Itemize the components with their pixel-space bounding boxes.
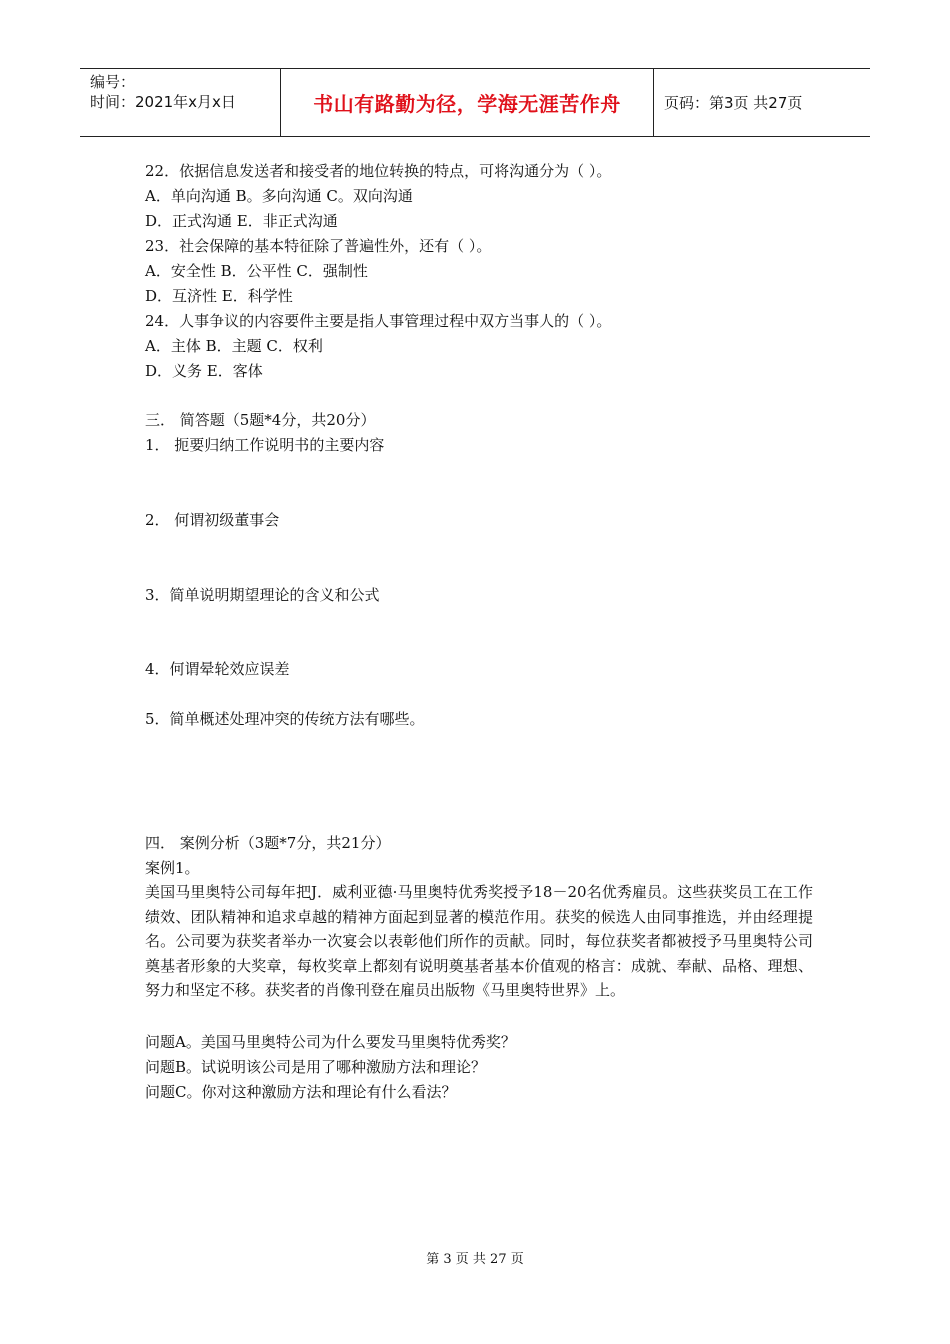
short-answer-3: 3．简单说明期望理论的含义和公式 [145,586,380,604]
case-question-c: 问题C。你对这种激励方法和理论有什么看法？ [145,1083,457,1101]
case-question-b: 问题B。试说明该公司是用了哪种激励方法和理论？ [145,1058,487,1076]
section-3-title: 三． 简答题（5题*4分，共20分） [145,411,376,429]
page-header [80,68,870,137]
question-23-options-1: A．安全性 B．公平性 C．强制性 [145,262,368,280]
short-answer-5: 5．简单概述处理冲突的传统方法有哪些。 [145,710,425,728]
short-answer-4: 4．何谓晕轮效应误差 [145,660,290,678]
header-motto-cell [281,69,654,136]
short-answer-2: 2． 何谓初级董事会 [145,511,280,529]
case-question-a: 问题A。美国马里奥特公司为什么要发马里奥特优秀奖？ [145,1033,516,1051]
question-23-options-2: D．互济性 E．科学性 [145,287,293,305]
question-24-options-2: D．义务 E．客体 [145,362,263,380]
short-answer-1: 1． 扼要归纳工作说明书的主要内容 [145,436,385,454]
header-page-info: 页码：第3页 共27页 [664,94,803,112]
question-23-stem: 23．社会保障的基本特征除了普遍性外，还有（ ）。 [145,237,492,255]
header-meta [80,69,281,136]
question-22-options-1: A．单向沟通 B。多向沟通 C。双向沟通 [145,187,413,205]
section-4-title: 四． 案例分析（3题*7分，共21分） [145,834,391,852]
question-24-options-1: A．主体 B．主题 C．权利 [145,337,323,355]
question-24-stem: 24．人事争议的内容要件主要是指人事管理过程中双方当事人的（ ）。 [145,312,612,330]
doc-number-label: 编号： [90,73,136,91]
question-22-options-2: D．正式沟通 E．非正式沟通 [145,212,338,230]
case-text: 美国马里奥特公司每年把J．威利亚德·马里奥特优秀奖授予18－20名优秀雇员。这些获奖员工在工作绩效、团队精神和追求卓越的精神方面起到显著的模范作用。获奖的候选人由同事推选，并由经理提名。公司要为获奖者举办一次宴会以表彰他们所作的贡献。同时，每位获奖者都被授予马里奥特公司奠基者形象的大奖章，每枚奖章上都刻有说明奠基者基本价值观的格言：成就、奉献、品格、理想、努力和坚定不移。获奖者的肖像刊登在雇员出版物《马里奥特世界》上。 [145,883,813,1000]
header-page-cell [654,69,870,136]
doc-date-label: 时间：2021年x月x日 [90,93,236,111]
case-label: 案例1。 [145,859,200,877]
question-22-stem: 22．依据信息发送者和接受者的地位转换的特点，可将沟通分为（ ）。 [145,162,612,180]
header-motto: 书山有路勤为径，学海无涯苦作舟 [313,92,621,116]
page-footer: 第 3 页 共 27 页 [426,1252,524,1267]
